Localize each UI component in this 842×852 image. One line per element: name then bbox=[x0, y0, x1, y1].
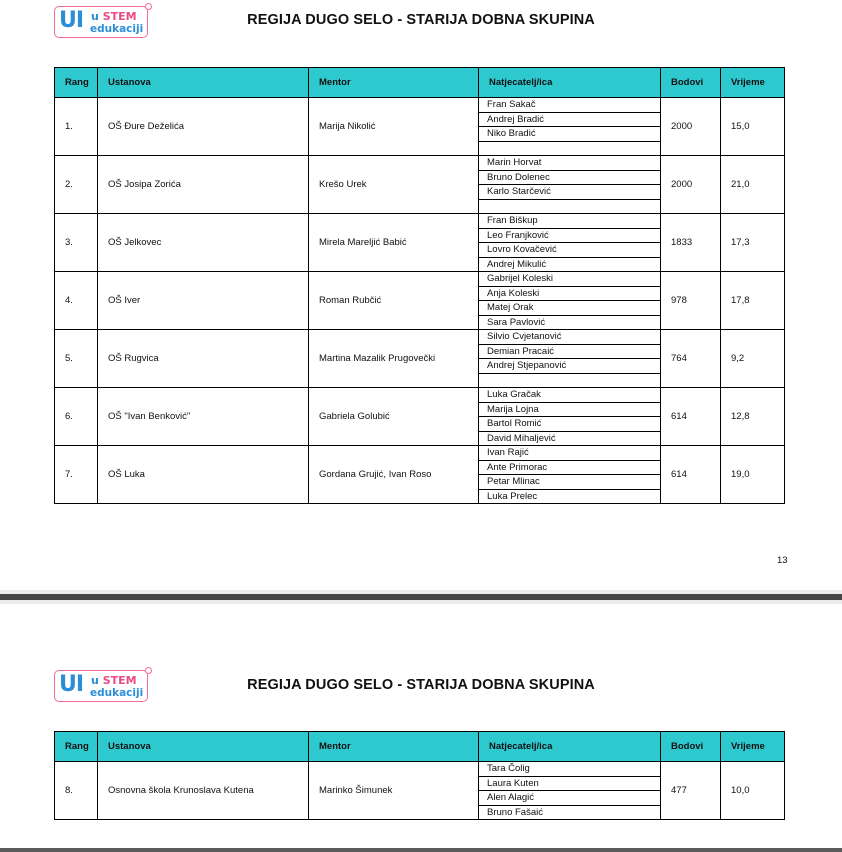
cell-vrijeme: 10,0 bbox=[721, 762, 785, 820]
cell-ustanova: OŠ Đure Deželića bbox=[98, 98, 309, 156]
competitor-name: Tara Čolig bbox=[479, 762, 660, 777]
table-row bbox=[55, 214, 785, 272]
competitor-name: Laura Kuten bbox=[479, 777, 660, 792]
cell-natjecatelji bbox=[479, 156, 661, 214]
cell-vrijeme: 15,0 bbox=[721, 98, 785, 156]
competitor-name: Andrej Stjepanović bbox=[479, 359, 660, 374]
cell-mentor: Gordana Grujić, Ivan Roso bbox=[309, 446, 479, 504]
competitor-name: Luka Gračak bbox=[479, 388, 660, 403]
competitor-name: Bartol Romić bbox=[479, 417, 660, 432]
competitor-name: Karlo Starčević bbox=[479, 185, 660, 200]
page-separator bbox=[0, 848, 842, 852]
competitor-name: Alen Alagić bbox=[479, 791, 660, 806]
competitor-name: Sara Pavlović bbox=[487, 316, 546, 328]
cell-rang: 8. bbox=[55, 762, 98, 820]
header-mentor: Mentor bbox=[309, 732, 479, 762]
table-row bbox=[55, 388, 785, 446]
competitor-name: Marin Horvat bbox=[479, 156, 660, 171]
table-row bbox=[55, 98, 785, 156]
competitor-name: Fran Sakač bbox=[479, 98, 660, 113]
competitor-name bbox=[479, 200, 660, 214]
table-row bbox=[55, 330, 785, 388]
header-mentor: Mentor bbox=[309, 68, 479, 98]
header-vrijeme: Vrijeme bbox=[721, 68, 785, 98]
header-bodovi: Bodovi bbox=[661, 732, 721, 762]
competitor-name: Andrej Bradić bbox=[479, 113, 660, 128]
cell-natjecatelji bbox=[479, 388, 661, 446]
cell-ustanova: OŠ Rugvica bbox=[98, 330, 309, 388]
cell-rang: 2. bbox=[55, 156, 98, 214]
table-header-row bbox=[55, 732, 785, 762]
page-title: REGIJA DUGO SELO - STARIJA DOBNA SKUPINA bbox=[247, 677, 595, 693]
cell-rang: 6. bbox=[55, 388, 98, 446]
cell-vrijeme: 21,0 bbox=[721, 156, 785, 214]
competitor-name: Marija Lojna bbox=[479, 403, 660, 418]
competitor-name: Matej Orak bbox=[479, 301, 660, 316]
competitor-name: Silvio Cvjetanović bbox=[479, 330, 660, 345]
cell-ustanova: OŠ "Ivan Benković" bbox=[98, 388, 309, 446]
cell-bodovi: 764 bbox=[661, 330, 721, 388]
cell-bodovi: 614 bbox=[661, 388, 721, 446]
header-vrijeme: Vrijeme bbox=[721, 732, 785, 762]
cell-natjecatelji bbox=[479, 214, 661, 272]
competitor-name: Demian Pracaić bbox=[479, 345, 660, 360]
cell-mentor: Mirela Mareljić Babić bbox=[309, 214, 479, 272]
ui-stem-logo: UI u STEM edukaciji bbox=[54, 670, 150, 704]
cell-bodovi: 1833 bbox=[661, 214, 721, 272]
results-table bbox=[54, 67, 785, 504]
header-natjecatelj: Natjecatelj/ica bbox=[479, 732, 661, 762]
cell-mentor: Martina Mazalik Prugovečki bbox=[309, 330, 479, 388]
cell-bodovi: 477 bbox=[661, 762, 721, 820]
competitor-name: Lovro Kovačević bbox=[479, 243, 660, 258]
table-row bbox=[55, 156, 785, 214]
results-table-continued bbox=[54, 731, 785, 820]
cell-mentor: Krešo Urek bbox=[309, 156, 479, 214]
competitor-name: Andrej Mikulić bbox=[487, 258, 547, 270]
cell-rang: 1. bbox=[55, 98, 98, 156]
page-separator bbox=[0, 590, 842, 604]
competitor-name: David Mihaljević bbox=[487, 432, 556, 444]
cell-vrijeme: 9,2 bbox=[721, 330, 785, 388]
header-rang: Rang bbox=[55, 68, 98, 98]
cell-ustanova: OŠ Iver bbox=[98, 272, 309, 330]
competitor-name: Ivan Rajić bbox=[479, 446, 660, 461]
cell-bodovi: 2000 bbox=[661, 156, 721, 214]
competitor-name: Gabrijel Koleski bbox=[479, 272, 660, 287]
cell-ustanova: OŠ Josipa Zorića bbox=[98, 156, 309, 214]
cell-natjecatelji bbox=[479, 446, 661, 504]
competitor-name: Bruno Dolenec bbox=[479, 171, 660, 186]
cell-vrijeme: 17,3 bbox=[721, 214, 785, 272]
ui-stem-logo: UI u STEM edukaciji bbox=[54, 6, 150, 40]
competitor-name: Luka Prelec bbox=[487, 490, 538, 502]
competitor-name: Fran Biškup bbox=[479, 214, 660, 229]
competitor-name bbox=[479, 374, 660, 388]
competitor-name bbox=[479, 142, 660, 156]
header-rang: Rang bbox=[55, 732, 98, 762]
table-row bbox=[55, 446, 785, 504]
header-natjecatelj: Natjecatelj/ica bbox=[479, 68, 661, 98]
header-ustanova: Ustanova bbox=[98, 68, 309, 98]
competitor-name: Anja Koleski bbox=[479, 287, 660, 302]
header-ustanova: Ustanova bbox=[98, 732, 309, 762]
table-row bbox=[55, 272, 785, 330]
cell-rang: 7. bbox=[55, 446, 98, 504]
competitor-name: Petar Mlinac bbox=[479, 475, 660, 490]
cell-vrijeme: 19,0 bbox=[721, 446, 785, 504]
competitor-name: Niko Bradić bbox=[479, 127, 660, 142]
table-row bbox=[55, 762, 785, 820]
cell-bodovi: 2000 bbox=[661, 98, 721, 156]
competitor-name: Leo Franjković bbox=[479, 229, 660, 244]
competitor-name: Bruno Fašaić bbox=[487, 806, 543, 818]
cell-ustanova: OŠ Luka bbox=[98, 446, 309, 504]
cell-mentor: Gabriela Golubić bbox=[309, 388, 479, 446]
cell-mentor: Marija Nikolić bbox=[309, 98, 479, 156]
cell-bodovi: 978 bbox=[661, 272, 721, 330]
cell-rang: 5. bbox=[55, 330, 98, 388]
header-bodovi: Bodovi bbox=[661, 68, 721, 98]
cell-natjecatelji bbox=[479, 330, 661, 388]
cell-mentor: Marinko Šimunek bbox=[309, 762, 479, 820]
cell-ustanova: Osnovna škola Krunoslava Kutena bbox=[98, 762, 309, 820]
cell-rang: 3. bbox=[55, 214, 98, 272]
cell-ustanova: OŠ Jelkovec bbox=[98, 214, 309, 272]
cell-mentor: Roman Rubčić bbox=[309, 272, 479, 330]
page-title: REGIJA DUGO SELO - STARIJA DOBNA SKUPINA bbox=[247, 12, 595, 28]
cell-natjecatelji bbox=[479, 762, 661, 820]
cell-natjecatelji bbox=[479, 98, 661, 156]
competitor-name: Ante Primorac bbox=[479, 461, 660, 476]
cell-rang: 4. bbox=[55, 272, 98, 330]
cell-bodovi: 614 bbox=[661, 446, 721, 504]
cell-natjecatelji bbox=[479, 272, 661, 330]
cell-vrijeme: 17,8 bbox=[721, 272, 785, 330]
page-number: 13 bbox=[777, 555, 788, 566]
cell-vrijeme: 12,8 bbox=[721, 388, 785, 446]
table-header-row bbox=[55, 68, 785, 98]
